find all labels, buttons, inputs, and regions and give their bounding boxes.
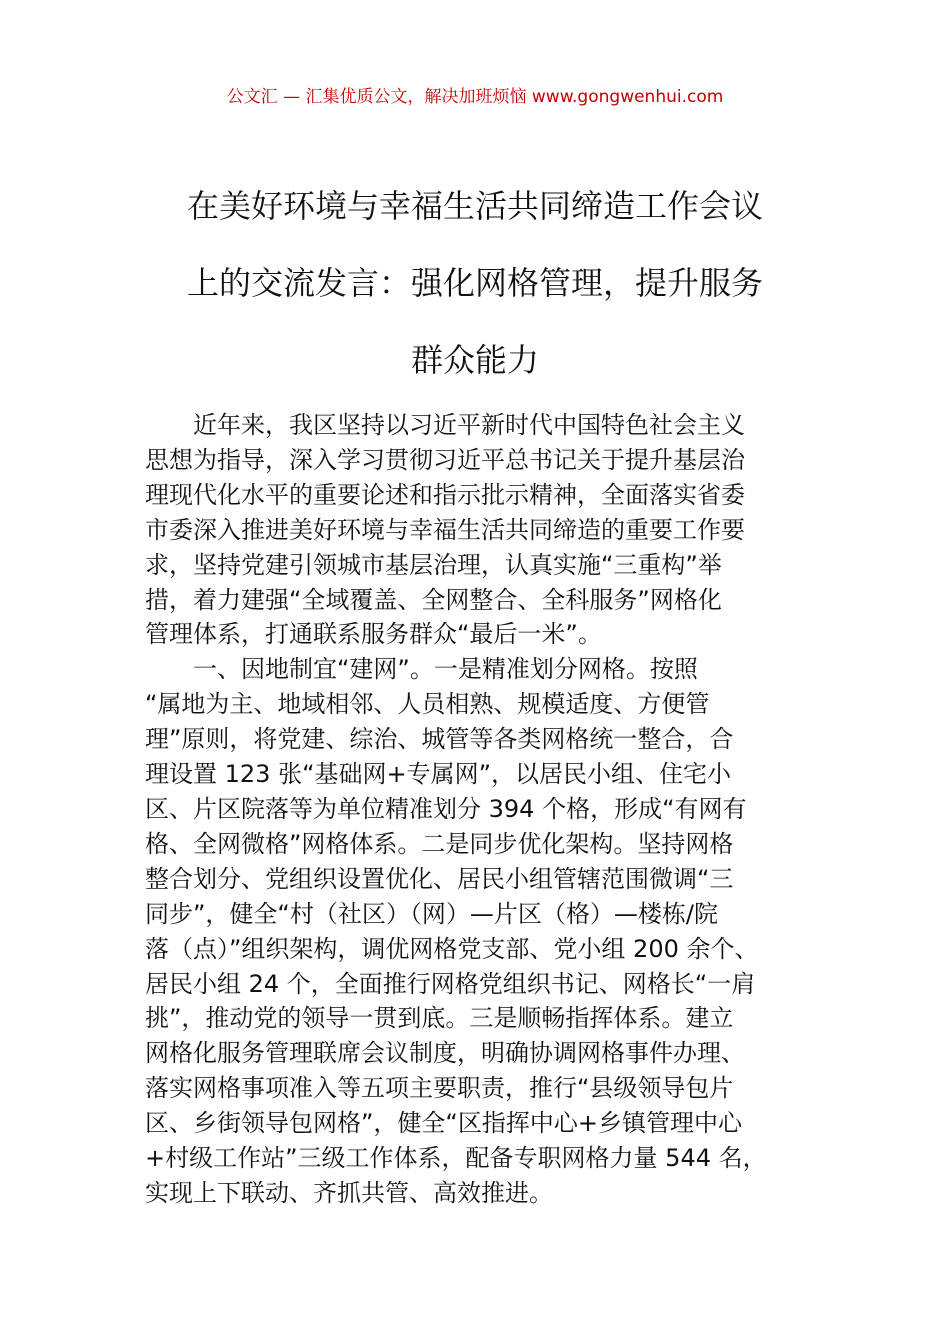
paragraph-line: 近年来，我区坚持以习近平新时代中国特色社会主义 <box>193 411 745 439</box>
paragraph-line: 同步”，健全“村（社区）（网）—片区（格）—楼栋/院 <box>145 899 718 928</box>
paragraph-line: 网格化服务管理联席会议制度，明确协调网格事件办理、 <box>145 1039 745 1068</box>
paragraph-line: “属地为主、地域相邻、人员相熟、规模适度、方便管 <box>145 690 710 719</box>
paragraph-line: 落（点）”组织架构，调优网格党支部、党小组 200 余个、 <box>145 934 759 963</box>
title-line: 群众能力 <box>410 341 539 379</box>
paragraph-line: 求，坚持党建引领城市基层治理，认真实施“三重构”举 <box>145 550 722 579</box>
paragraph-line: 理”原则，将党建、综治、城管等各类网格统一整合，合 <box>145 725 734 754</box>
paragraph-line: +村级工作站”三级工作体系，配备专职网格力量 544 名， <box>145 1144 767 1173</box>
paragraph-line: 挑”，推动党的领导一贯到底。三是顺畅指挥体系。建立 <box>145 1004 734 1033</box>
paragraph-line: 格、全网微格”网格体系。二是同步优化架构。坚持网格 <box>145 829 734 858</box>
paragraph-line: 区、片区院落等为单位精准划分 394 个格，形成“有网有 <box>145 794 747 823</box>
paragraph-line: 管理体系，打通联系服务群众“最后一米”。 <box>145 620 602 649</box>
site-banner: 公文汇 — 汇集优质公文，解决加班烦恼 www.gongwenhui.com <box>226 87 724 107</box>
paragraph-line: 整合划分、党组织设置优化、居民小组管辖范围微调“三 <box>145 864 734 893</box>
paragraph-line: 理设置 123 张“基础网+专属网”，以居民小组、住宅小 <box>145 760 732 789</box>
paragraph-line: 区、乡街领导包网格”，健全“区指挥中心+乡镇管理中心 <box>145 1109 742 1138</box>
paragraph-line: 居民小组 24 个，全面推行网格党组织书记、网格长“一肩 <box>145 969 756 998</box>
paragraph-line: 理现代化水平的重要论述和指示批示精神，全面落实省委 <box>145 480 745 509</box>
paragraph-line: 思想为指导，深入学习贯彻习近平总书记关于提升基层治 <box>145 445 745 474</box>
paragraph-line: 措，着力建强“全域覆盖、全网整合、全科服务”网格化 <box>145 585 722 614</box>
paragraph-line: 一、因地制宜“建网”。一是精准划分网格。按照 <box>193 655 698 684</box>
title-line: 上的交流发言：强化网格管理，提升服务 <box>186 264 763 302</box>
title-line: 在美好环境与幸福生活共同缔造工作会议 <box>186 187 763 225</box>
paragraph-line: 实现上下联动、齐抓共管、高效推进。 <box>145 1178 553 1207</box>
document-body <box>145 408 805 1211</box>
document-title <box>148 168 802 399</box>
paragraph-line: 市委深入推进美好环境与幸福生活共同缔造的重要工作要 <box>145 515 745 544</box>
paragraph-line: 落实网格事项准入等五项主要职责，推行“县级领导包片 <box>145 1074 734 1103</box>
